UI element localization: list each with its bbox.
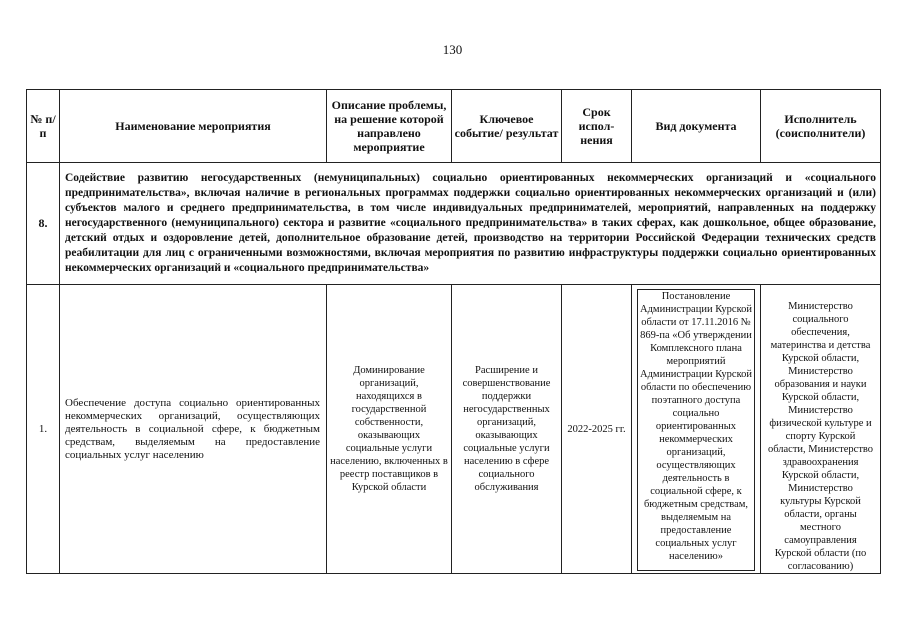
table-header-row [27,90,881,163]
table-row [27,285,881,574]
row-doc-type: Постановление Администрации Курской области от 17.11.2016 № 869-па «Об утверждении Комплексного плана мероприятий Администрации Курской области по обеспечению поэтапного доступа социально ориентированных некоммерческих организаций, осуществляющих деятельность в социальной сфере, к бюджетным средствам, выделяемым на предоставление социальных услуг населению» [637,289,755,571]
row-term: 2022-2025 гг. [562,285,632,574]
page-number: 130 [442,42,463,57]
row-executor-cell [761,285,881,574]
header-event: Ключевое событие/ результат [452,90,562,163]
row-problem: Доминирование организаций, находящихся в государственной собственности, оказывающих социальные услуги населению, включенных в реестр поставщиков в Курской области [327,285,452,574]
section-row [27,163,881,285]
measures-table [26,89,881,574]
header-problem: Описание проблемы, на решение которой направлено мероприятие [327,90,452,163]
section-number: 8. [27,163,60,285]
header-term: Срок испол- нения [562,90,632,163]
row-measure-name: Обеспечение доступа социально ориентированных некоммерческих организаций, осуществляющих деятельность в социальной сфере, к бюджетным средствам, выделяемым на предоставление социальных услуг населению [60,285,327,574]
row-executor: Министерство социального обеспечения, материнства и детства Курской области, Министерство образования и науки Курской области, Министерство физической культуре и спорту Курской области, Министерство здравоохранения Курской области, Министерство культуры Курской области, органы местного самоуправления Курской области (по согласованию) [767,301,874,572]
header-name: Наименование мероприятия [60,90,327,163]
header-doc-type: Вид документа [632,90,761,163]
row-doc-type-cell [632,285,761,574]
header-executor: Исполнитель (соисполнители) [761,90,881,163]
section-title: Содействие развитию негосударственных (немуниципальных) социально ориентированных некоммерческих организаций и «социального предпринимательства», включая наличие в региональных программах поддержки социально ориентированных некоммерческих организаций и (или) субъектов малого и среднего предпринимательства, в том числе индивидуальных предпринимателей, мероприятий, направленных на поддержку негосударственного (немуниципального) сектора и развитие «социального предпринимательства» в таких сферах, как дошкольное, общее образование, детский отдых и оздоровление детей, дополнительное образование детей, производство на территории Российской Федерации технических средств реабилитации для лиц с ограниченными возможностями, включая мероприятия по развитию инфраструктуры поддержки социально ориентированных некоммерческих организаций и «социального предпринимательства» [60,163,881,285]
row-key-event: Расширение и совершенствование поддержки негосударственных организаций, оказывающих социальные услуги населению в сфере социального обслуживания [452,285,562,574]
row-number: 1. [27,285,60,574]
header-num: № п/п [27,90,60,163]
